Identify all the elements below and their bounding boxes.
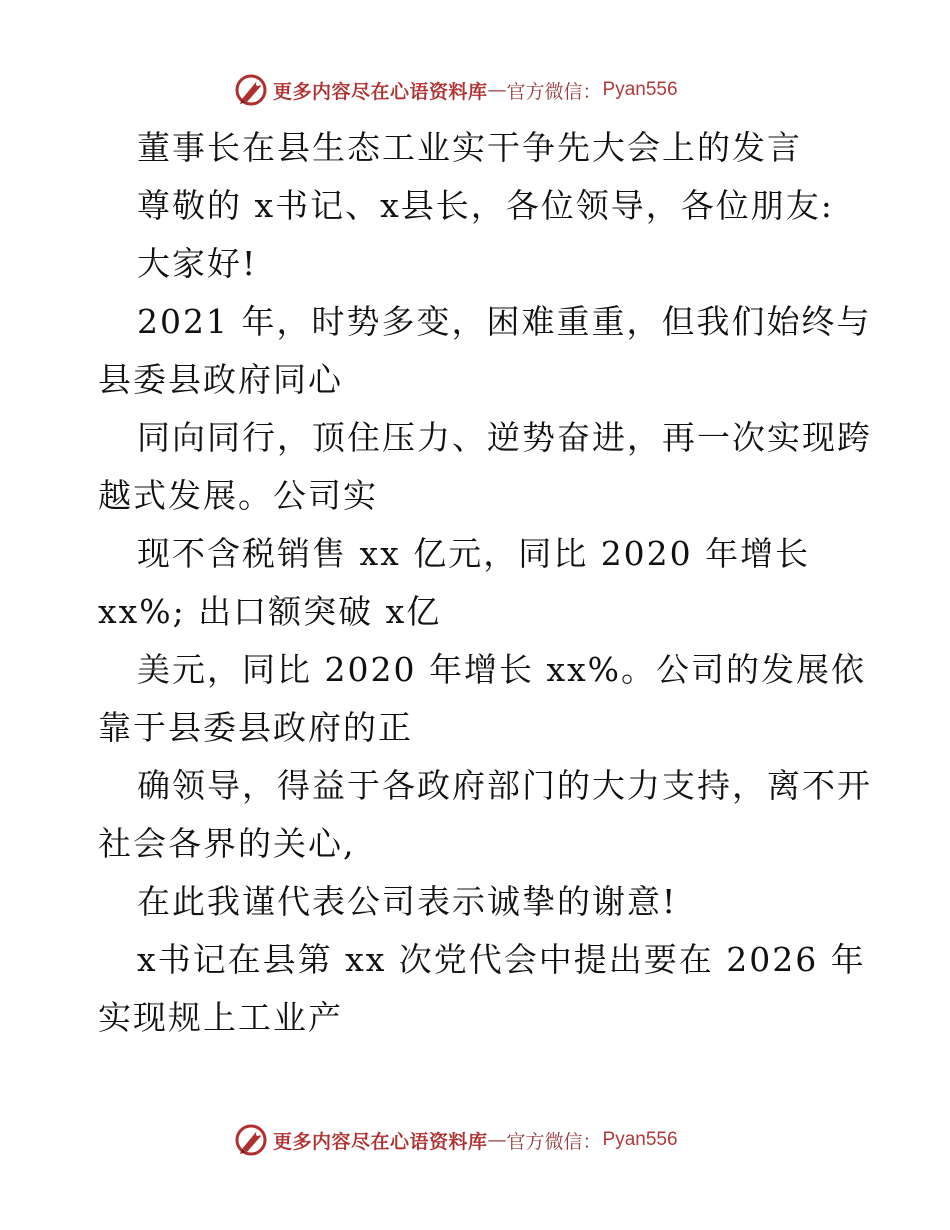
text-line: 靠于县委县政府的正 <box>98 708 413 747</box>
text-line: 同向同行，顶住压力、逆势奋进，再一次实现跨 <box>137 418 872 457</box>
banner-main-text: 更多内容尽在心语资料库 <box>273 80 488 103</box>
text-line: 现不含税销售 xx 亿元，同比 2020 年增长 <box>137 534 811 573</box>
text-line: 确领导，得益于各政府部门的大力支持，离不开 <box>137 766 872 805</box>
document-title: 董事长在县生态工业实干争先大会上的发言 <box>137 128 802 167</box>
banner-wechat-label: 官方微信： <box>506 80 602 103</box>
text-line: 县委县政府同心 <box>98 360 343 399</box>
banner-main-text: 更多内容尽在心语资料库 <box>273 1130 488 1153</box>
text-line: 越式发展。公司实 <box>98 476 378 515</box>
pen-logo-icon <box>234 1123 268 1157</box>
banner-dash: — <box>487 1129 507 1151</box>
text-line: 社会各界的关心, <box>98 824 356 863</box>
text-line: 美元，同比 2020 年增长 xx%。公司的发展依 <box>137 650 867 689</box>
footer-banner <box>234 1122 678 1158</box>
pen-logo-icon <box>234 73 268 107</box>
banner-dash: — <box>487 79 507 101</box>
banner-wechat-id: Pyan556 <box>602 79 678 100</box>
text-line: 大家好! <box>137 244 258 283</box>
banner-wechat-id: Pyan556 <box>602 1129 678 1150</box>
header-banner <box>234 72 678 108</box>
text-line: 2021 年，时势多变，困难重重，但我们始终与 <box>137 302 872 341</box>
banner-wechat-label: 官方微信： <box>506 1130 602 1153</box>
text-line: xx%; 出口额突破 x亿 <box>98 592 442 631</box>
text-line: 尊敬的 x书记、x县长，各位领导，各位朋友: <box>137 186 834 225</box>
text-line: 实现规上工业产 <box>98 998 343 1037</box>
text-line: 在此我谨代表公司表示诚挚的谢意! <box>137 882 678 921</box>
text-line: x书记在县第 xx 次党代会中提出要在 2026 年 <box>137 940 866 979</box>
